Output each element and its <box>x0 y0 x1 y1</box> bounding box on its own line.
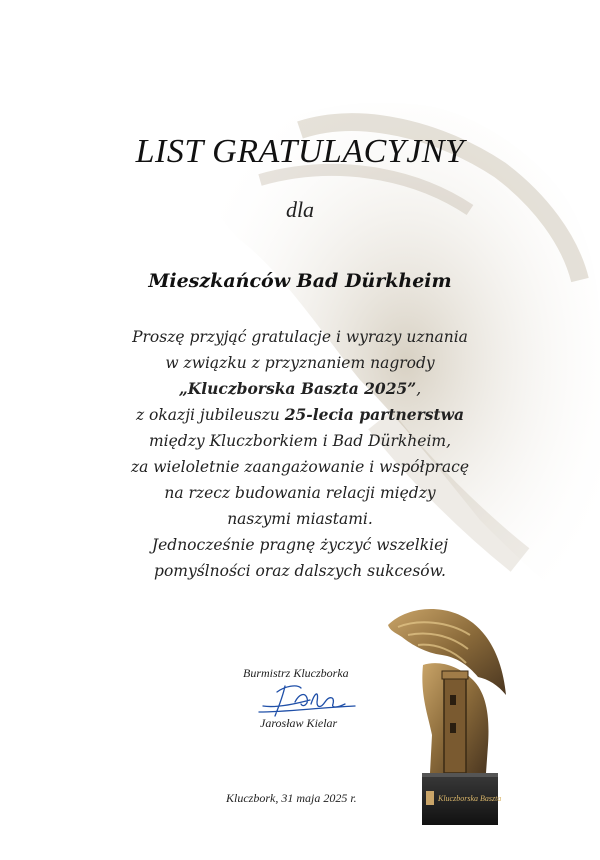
handwritten-signature <box>255 678 365 720</box>
congratulation-body <box>0 324 600 584</box>
body-line: Jednocześnie pragnę życzyć wszelkiej <box>151 536 449 554</box>
document-title: LIST GRATULACYJNY <box>135 133 465 170</box>
award-name: „Kluczborska Baszta 2025” <box>178 379 417 398</box>
signatory-name: Jarosław Kielar <box>260 716 338 730</box>
signatory-role: Burmistrz Kluczborka <box>243 666 349 680</box>
anniversary-highlight: 25-lecia partnerstwa <box>284 405 465 424</box>
place-and-date: Kluczbork, 31 maja 2025 r. <box>226 791 357 805</box>
trophy-plaque-text: Kluczborska Baszta <box>438 794 502 803</box>
body-line: w związku z przyznaniem nagrody <box>165 354 435 372</box>
body-line: Proszę przyjąć gratulacje i wyrazy uznania <box>132 328 468 346</box>
recipient-name: Mieszkańców Bad Dürkheim <box>148 270 452 292</box>
trophy-illustration <box>378 605 518 835</box>
body-line: za wieloletnie zaangażowanie i współpracę <box>130 458 470 476</box>
award-line <box>0 376 600 402</box>
body-line: między Kluczborkiem i Bad Dürkheim, <box>148 432 452 450</box>
body-line: pomyślności oraz dalszych sukcesów. <box>154 562 446 580</box>
award-suffix: , <box>416 380 422 398</box>
body-line: na rzecz budowania relacji między <box>164 484 436 502</box>
body-line: naszymi miastami. <box>227 510 373 528</box>
anniversary-line <box>0 402 600 428</box>
anniversary-prefix: z okazji jubileuszu <box>135 406 280 424</box>
document-subtitle: dla <box>285 197 315 222</box>
